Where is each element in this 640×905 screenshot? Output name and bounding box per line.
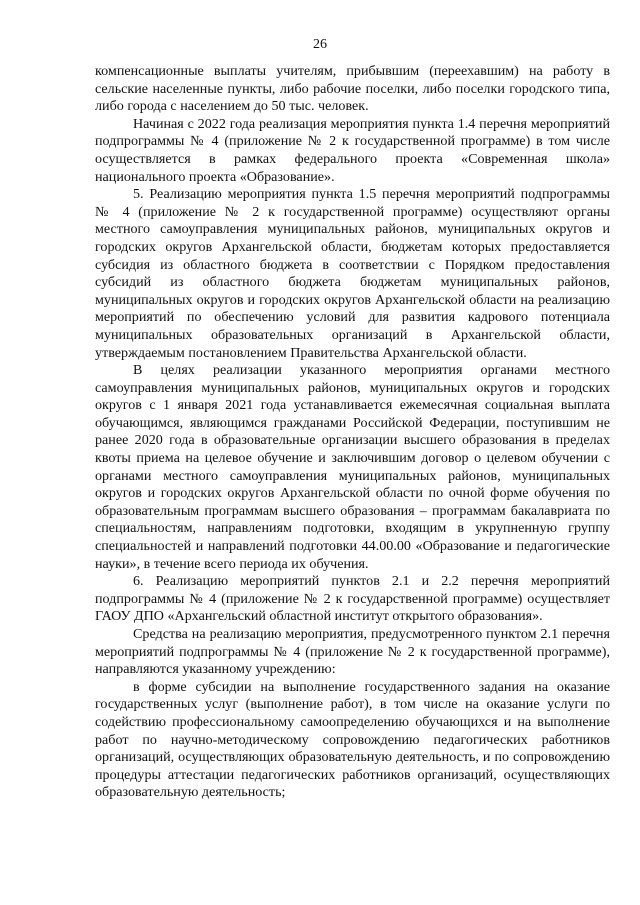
document-body [95, 63, 610, 802]
paragraph-monthly-payment: В целях реализации указанного мероприятия органами местного самоуправления муниципальных районов, муниципальных округов и городских округов с 1 января 2021 года устанавливается ежемесячная социальная выплата обучающимся, являющимся гражданами Российской Федерации, поступившим не ранее 2020 года в образовательные организации высшего образования в пределах квоты приема на целевое обучение и заключившим договор о целевом обучении с органами местного самоуправления муниципальных районов, муниципальных округов и городских округов Архангельской области по очной форме обучения по образовательным программам высшего образования – программам бакалавриата по специальностям, направлениям подготовки, входящим в укрупненную группу специальностей и направлений подготовки 44.00.00 «Образование и педагогические науки», в течение всего периода их обучения. [95, 362, 610, 572]
paragraph-2022-implementation: Начиная с 2022 года реализация мероприятия пункта 1.4 перечня мероприятий подпрограммы № 4 (приложение № 2 к государственной программе) в том числе осуществляется в рамках федерального проекта «Современная школа» национального проекта «Образование». [95, 115, 610, 185]
paragraph-subsidy-form: в форме субсидии на выполнение государственного задания на оказание государственных услуг (выполнение работ), в том числе на оказание услуги по содействию профессиональному самоопределению обучающихся и на выполнение работ по научно-методическому сопровождению педагогических работников организаций, осуществляющих образовательную деятельность, и по сопровождению процедуры аттестации педагогических работников организаций, осуществляющих образовательную деятельность; [95, 678, 610, 801]
page-number: 26 [313, 37, 327, 52]
paragraph-item-6: 6. Реализацию мероприятий пунктов 2.1 и 2.2 перечня мероприятий подпрограммы № 4 (приложение № 2 к государственной программе) осуществляет ГАОУ ДПО «Архангельский областной институт открытого образования». [95, 573, 610, 625]
paragraph-item-5: 5. Реализацию мероприятия пункта 1.5 перечня мероприятий подпрограммы № 4 (приложение № 2 к государственной программе) осуществляют органы местного самоуправления муниципальных районов, муниципальных округов и городских округов Архангельской области, бюджетам которых предоставляется субсидия из областного бюджета в соответствии с Порядком предоставления субсидий из областного бюджета бюджетам муниципальных районов, муниципальных округов и городских округов Архангельской области на реализацию мероприятий по обеспечению условий для развития кадрового потенциала муниципальных образовательных организаций в Архангельской области, утверждаемым постановлением Правительства Архангельской области. [95, 186, 610, 361]
paragraph-continuation: компенсационные выплаты учителям, прибывшим (переехавшим) на работу в сельские населенные пункты, либо рабочие поселки, либо поселки городского типа, либо города с населением до 50 тыс. человек. [95, 63, 610, 115]
paragraph-funding: Средства на реализацию мероприятия, предусмотренного пунктом 2.1 перечня мероприятий подпрограммы № 4 (приложение № 2 к государственной программе), направляются указанному учреждению: [95, 626, 610, 678]
